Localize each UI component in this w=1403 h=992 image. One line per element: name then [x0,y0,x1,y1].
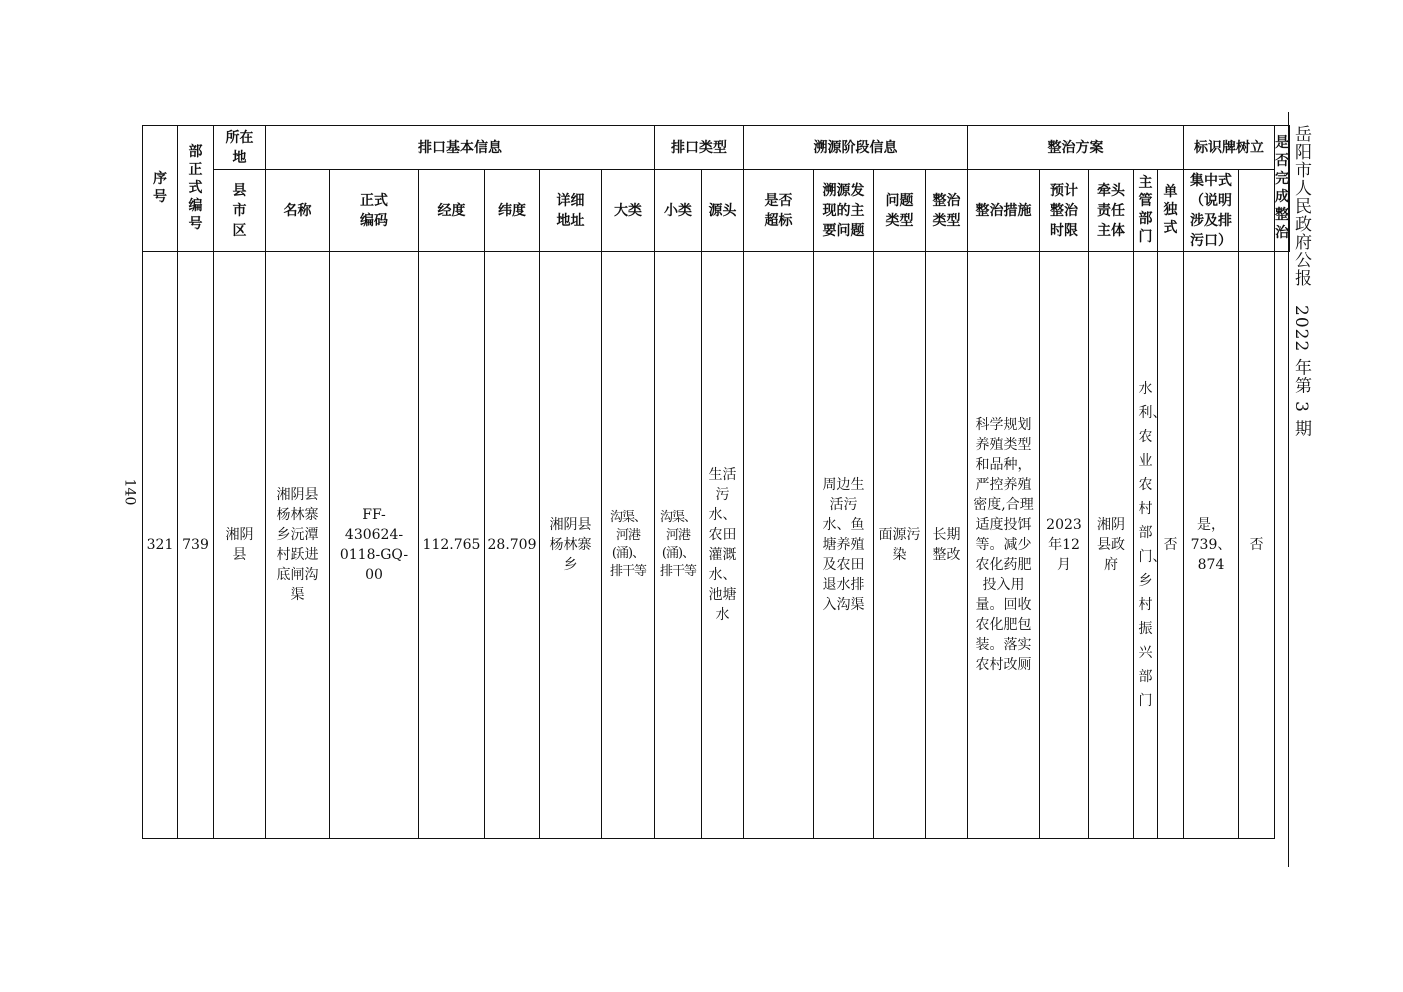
header-seq: 序号 [143,126,178,252]
header-issue-type: 问题类型 [874,170,926,252]
cell-longitude: 112.765 [419,252,485,839]
running-header: 岳阳市人民政府公报 2022 年第 3 期 [1291,125,1311,438]
cell-dept: 水利、农业农村部门、乡村振兴部门 [1134,252,1158,839]
cell-centralized: 是，739、874 [1184,252,1239,839]
header-lead-entity: 牵头责任主体 [1089,170,1134,252]
header-longitude: 经度 [419,170,485,252]
cell-main-issue: 周边生活污水、鱼塘养殖及农田退水排入沟渠 [814,252,874,839]
cell-measures: 科学规划养殖类型和品种，严控养殖密度,合理适度投饵等。减少农化药肥投入用量。回收农化肥包装。落实农村改厕 [968,252,1040,839]
cell-address: 湘阴县杨林寨乡 [540,252,602,839]
header-plan-group: 整治方案 [968,126,1184,170]
header-exceeds: 是否超标 [744,170,814,252]
header-minor-class: 小类 [655,170,702,252]
cell-official-code: 739 [178,252,214,839]
outlet-table [142,125,1290,839]
header-official-code: 部正式编号 [178,126,214,252]
table-row [143,252,1290,839]
cell-rectify-type: 长期整改 [926,252,968,839]
header-formal-code: 正式编码 [330,170,419,252]
header-location-group: 所在地 [214,126,266,170]
header-standalone: 单独式 [1158,170,1184,252]
cell-source: 生活污水、农田灌溉水、池塘水 [702,252,744,839]
cell-deadline: 2023年12月 [1040,252,1089,839]
header-county: 县市区 [214,170,266,252]
cell-name: 湘阴县杨林寨乡沅潭村跃进底闸沟渠 [266,252,330,839]
header-major-class: 大类 [602,170,655,252]
header-measures: 整治措施 [968,170,1040,252]
header-name: 名称 [266,170,330,252]
header-basic-info-group: 排口基本信息 [266,126,655,170]
cell-county: 湘阴县 [214,252,266,839]
header-rectify-type: 整治类型 [926,170,968,252]
header-deadline: 预计整治时限 [1040,170,1089,252]
cell-completed: 否 [1239,252,1275,839]
cell-lead-entity: 湘阴县政府 [1089,252,1134,839]
header-latitude: 纬度 [485,170,540,252]
header-outlet-type-group: 排口类型 [655,126,744,170]
header-address: 详细地址 [540,170,602,252]
header-main-issue: 溯源发现的主要问题 [814,170,874,252]
cell-seq: 321 [143,252,178,839]
cell-issue-type: 面源污染 [874,252,926,839]
cell-minor-class: 沟渠、河港(涌)、排干等 [655,252,702,839]
header-completed: 是否完成整治 [1275,126,1290,252]
cell-latitude: 28.709 [485,252,540,839]
cell-major-class: 沟渠、河港(涌)、排干等 [602,252,655,839]
header-dept: 主管部门 [1134,170,1158,252]
header-source: 源头 [702,170,744,252]
cell-exceeds [744,252,814,839]
page-number: 140 [121,478,138,506]
cell-standalone: 否 [1158,252,1184,839]
cell-formal-code: FF-430624-0118-GQ-00 [330,252,419,839]
header-centralized: 集中式（说明涉及排污口） [1184,170,1239,252]
header-tracing-group: 溯源阶段信息 [744,126,968,170]
header-sign-group: 标识牌树立 [1184,126,1275,170]
